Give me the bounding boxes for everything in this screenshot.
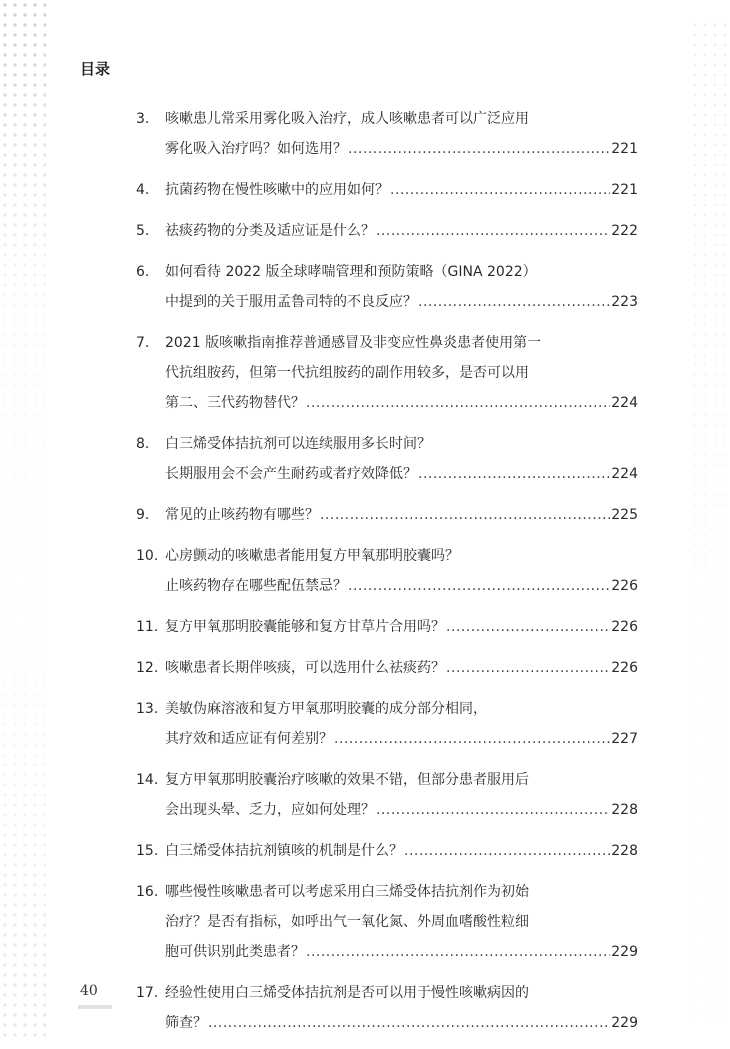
toc-entry-body bbox=[165, 978, 638, 1038]
toc-entry[interactable] bbox=[136, 765, 638, 825]
toc-entry-number: 10. bbox=[136, 548, 159, 564]
toc-entry-page-number: 228 bbox=[611, 802, 638, 818]
toc-entry-title-line: 复方甲氧那明胶囊能够和复方甘草片合用吗？ bbox=[165, 619, 445, 635]
toc-entry-page-number: 221 bbox=[611, 141, 638, 157]
dot-leader bbox=[446, 612, 610, 642]
dot-leader bbox=[320, 500, 610, 530]
dot-leader bbox=[348, 571, 610, 601]
toc-entry[interactable] bbox=[136, 541, 638, 601]
toc-entry-number: 5. bbox=[136, 223, 150, 239]
toc-entry-body bbox=[165, 877, 638, 967]
toc-entry-title-line: 雾化吸入治疗吗？如何选用？ bbox=[165, 141, 347, 157]
toc-entry-title-line: 常见的止咳药物有哪些？ bbox=[165, 507, 319, 523]
footer-bar bbox=[78, 1005, 112, 1009]
toc-entry-title-line: 祛痰药物的分类及适应证是什么？ bbox=[165, 223, 375, 239]
toc-entry-page-number: 229 bbox=[611, 944, 638, 960]
toc-entry-last-line bbox=[165, 459, 638, 489]
toc-entry-title-line: 咳嗽患儿常采用雾化吸入治疗，成人咳嗽患者可以广泛应用 bbox=[165, 111, 529, 127]
toc-entry-title-line: 其疗效和适应证有何差别？ bbox=[165, 731, 333, 747]
toc-entry-title-line: 复方甲氧那明胶囊治疗咳嗽的效果不错，但部分患者服用后 bbox=[165, 772, 529, 788]
toc-entry-last-line bbox=[165, 724, 638, 754]
toc-entry-number: 3. bbox=[136, 111, 150, 127]
dot-leader bbox=[306, 388, 610, 418]
toc-entry-page-number: 228 bbox=[611, 843, 638, 859]
toc-entry-number: 14. bbox=[136, 772, 159, 788]
toc-entry-body bbox=[165, 104, 638, 164]
toc-entry-last-line bbox=[165, 388, 638, 418]
toc-entry-page-number: 227 bbox=[611, 731, 638, 747]
toc-entry-page-number: 221 bbox=[611, 182, 638, 198]
dot-leader bbox=[404, 836, 610, 866]
toc-entry-title-line: 咳嗽患者长期伴咳痰，可以选用什么祛痰药？ bbox=[165, 660, 445, 676]
toc-entry[interactable] bbox=[136, 216, 638, 246]
toc-entry-number: 15. bbox=[136, 843, 159, 859]
decorative-dot-pattern-left bbox=[0, 0, 46, 1040]
dot-leader bbox=[208, 1008, 610, 1038]
toc-entry-title-line: 治疗？是否有指标，如呼出气一氧化氮、外周血嗜酸性粒细 bbox=[165, 914, 529, 930]
dot-leader bbox=[418, 459, 610, 489]
toc-entry[interactable] bbox=[136, 836, 638, 866]
dot-leader bbox=[446, 653, 610, 683]
toc-entry[interactable] bbox=[136, 612, 638, 642]
toc-entry-last-line bbox=[165, 175, 638, 205]
toc-entry-number: 11. bbox=[136, 619, 159, 635]
toc-entry[interactable] bbox=[136, 257, 638, 317]
toc-entry-last-line bbox=[165, 653, 638, 683]
toc-entry-body bbox=[165, 429, 638, 489]
toc-entry-page-number: 226 bbox=[611, 578, 638, 594]
toc-entry-title-line: 长期服用会不会产生耐药或者疗效降低？ bbox=[165, 466, 417, 482]
toc-entry-body bbox=[165, 836, 638, 866]
toc-entry-number: 7. bbox=[136, 335, 150, 351]
toc-entry-title-line: 中提到的关于服用孟鲁司特的不良反应？ bbox=[165, 294, 417, 310]
toc-entry-number: 9. bbox=[136, 507, 150, 523]
dot-leader bbox=[376, 795, 610, 825]
toc-entry-page-number: 229 bbox=[611, 1015, 638, 1031]
toc-entry-page-number: 223 bbox=[611, 294, 638, 310]
toc-entry-title-line: 心房颤动的咳嗽患者能用复方甲氧那明胶囊吗？ bbox=[165, 548, 459, 564]
toc-entry-title-line: 会出现头晕、乏力，应如何处理？ bbox=[165, 802, 375, 818]
decorative-dot-pattern-right bbox=[690, 20, 730, 1020]
toc-entry-last-line bbox=[165, 571, 638, 601]
toc-entry-page-number: 224 bbox=[611, 395, 638, 411]
table-of-contents bbox=[136, 104, 638, 1049]
toc-entry-page-number: 225 bbox=[611, 507, 638, 523]
toc-entry[interactable] bbox=[136, 877, 638, 967]
dot-leader bbox=[348, 134, 610, 164]
toc-entry-title-line: 筛查？ bbox=[165, 1015, 207, 1031]
toc-entry-page-number: 222 bbox=[611, 223, 638, 239]
toc-entry-title-line: 白三烯受体拮抗剂可以连续服用多长时间？ bbox=[165, 436, 431, 452]
toc-entry-last-line bbox=[165, 937, 638, 967]
toc-entry[interactable] bbox=[136, 500, 638, 530]
toc-entry-page-number: 224 bbox=[611, 466, 638, 482]
toc-entry-last-line bbox=[165, 1008, 638, 1038]
toc-entry-number: 17. bbox=[136, 985, 159, 1001]
toc-entry-title-line: 美敏伪麻溶液和复方甲氧那明胶囊的成分部分相同， bbox=[165, 701, 487, 717]
toc-entry-title-line: 抗菌药物在慢性咳嗽中的应用如何？ bbox=[165, 182, 389, 198]
toc-entry-body bbox=[165, 175, 638, 205]
toc-entry[interactable] bbox=[136, 328, 638, 418]
toc-entry-title-line: 经验性使用白三烯受体拮抗剂是否可以用于慢性咳嗽病因的 bbox=[165, 985, 529, 1001]
toc-entry-number: 8. bbox=[136, 436, 150, 452]
dot-leader bbox=[306, 937, 610, 967]
toc-entry[interactable] bbox=[136, 104, 638, 164]
toc-entry-last-line bbox=[165, 836, 638, 866]
toc-entry-title-line: 第二、三代药物替代？ bbox=[165, 395, 305, 411]
dot-leader bbox=[390, 175, 610, 205]
toc-entry-body bbox=[165, 216, 638, 246]
toc-entry-title-line: 止咳药物存在哪些配伍禁忌？ bbox=[165, 578, 347, 594]
toc-entry-last-line bbox=[165, 795, 638, 825]
dot-leader bbox=[376, 216, 610, 246]
toc-entry-title-line: 代抗组胺药，但第一代抗组胺药的副作用较多，是否可以用 bbox=[165, 365, 529, 381]
toc-entry[interactable] bbox=[136, 429, 638, 489]
toc-entry-body bbox=[165, 328, 638, 418]
toc-entry-title-line: 如何看待 2022 版全球哮喘管理和预防策略（GINA 2022） bbox=[165, 264, 537, 280]
toc-entry-body bbox=[165, 694, 638, 754]
toc-entry-last-line bbox=[165, 216, 638, 246]
toc-entry-body bbox=[165, 612, 638, 642]
toc-entry-title-line: 哪些慢性咳嗽患者可以考虑采用白三烯受体拮抗剂作为初始 bbox=[165, 884, 529, 900]
toc-entry-title-line: 胞可供识别此类患者？ bbox=[165, 944, 305, 960]
toc-entry-last-line bbox=[165, 287, 638, 317]
toc-entry-body bbox=[165, 541, 638, 601]
toc-entry-body bbox=[165, 257, 638, 317]
toc-entry-title-line: 白三烯受体拮抗剂镇咳的机制是什么？ bbox=[165, 843, 403, 859]
toc-entry[interactable] bbox=[136, 694, 638, 754]
dot-leader bbox=[334, 724, 610, 754]
toc-entry-last-line bbox=[165, 134, 638, 164]
toc-entry-body bbox=[165, 765, 638, 825]
toc-entry[interactable] bbox=[136, 653, 638, 683]
toc-entry-last-line bbox=[165, 612, 638, 642]
toc-entry-body bbox=[165, 500, 638, 530]
toc-entry-number: 12. bbox=[136, 660, 159, 676]
page-header-title: 目录 bbox=[80, 60, 111, 78]
page-number: 40 bbox=[80, 983, 98, 999]
toc-entry-number: 6. bbox=[136, 264, 150, 280]
toc-entry-number: 16. bbox=[136, 884, 159, 900]
toc-entry-title-line: 2021 版咳嗽指南推荐普通感冒及非变应性鼻炎患者使用第一 bbox=[165, 335, 542, 351]
toc-entry[interactable] bbox=[136, 175, 638, 205]
toc-entry[interactable] bbox=[136, 978, 638, 1038]
dot-leader bbox=[418, 287, 610, 317]
toc-entry-page-number: 226 bbox=[611, 619, 638, 635]
toc-entry-page-number: 226 bbox=[611, 660, 638, 676]
toc-entry-last-line bbox=[165, 500, 638, 530]
toc-entry-body bbox=[165, 653, 638, 683]
toc-entry-number: 13. bbox=[136, 701, 159, 717]
toc-entry-number: 4. bbox=[136, 182, 150, 198]
